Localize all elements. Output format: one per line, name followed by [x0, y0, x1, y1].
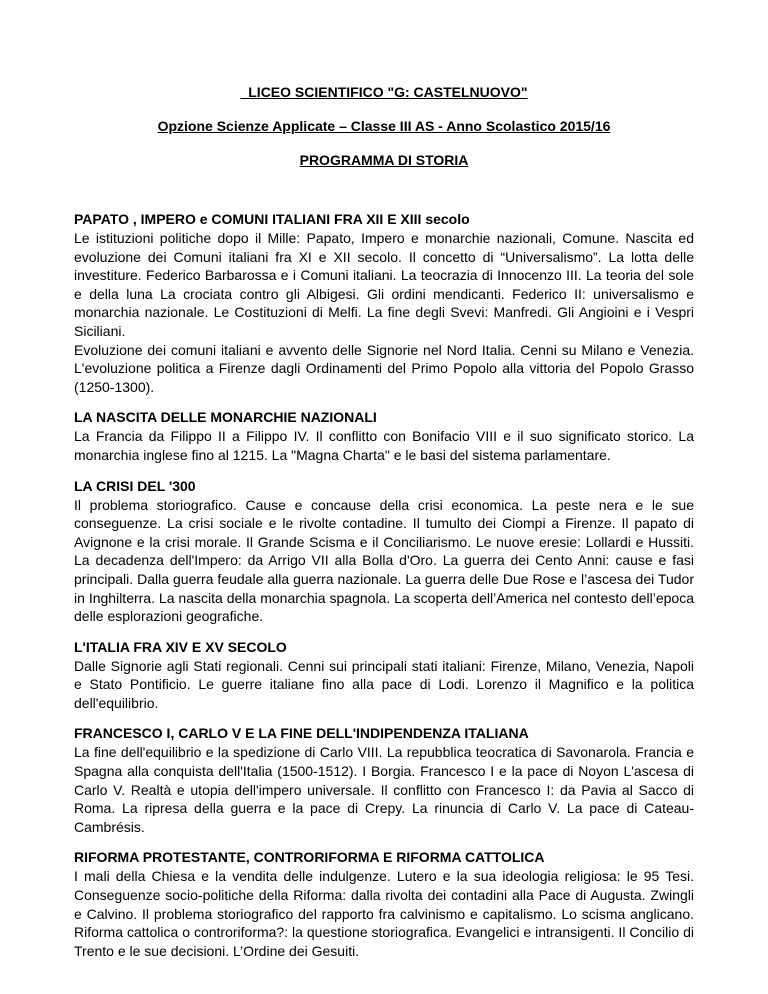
section-heading: LA NASCITA DELLE MONARCHIE NAZIONALI: [74, 409, 377, 426]
section-paragraph: Il problema storiografico. Cause e concause della crisi economica. La peste nera e le sue conseguenze. La crisi sociale e le rivolte contadine. Il tumulto dei Ciompi a Firenze. Il papato di Avignone e la crisi morale. Il Grande Scisma e il Conciliarismo. Le nuove eresie: Lollardi e Hussiti. La decadenza dell'Impero: da Arrigo VII alla Bolla d'Oro. La guerra dei Cento Anni: cause e fasi principali. Dalla guerra feudale alla guerra nazionale. La guerra delle Due Rose e l’ascesa dei Tudor in Inghilterra. La nascita della monarchia spagnola. La scoperta dell’America nel contesto dell’epoca delle esplorazioni geografiche.: [74, 496, 694, 625]
section-paragraph: Dalle Signorie agli Stati regionali. Cenni sui principali stati italiani: Firenze, Milano, Venezia, Napoli e Stato Pontificio. Le guerre italiane fino alla pace di Lodi. Lorenzo il Magnifico e la politica dell'equilibrio.: [74, 657, 694, 711]
section-riforma: [74, 848, 694, 960]
program-title: PROGRAMMA DI STORIA: [299, 152, 469, 168]
section-heading: PAPATO , IMPERO e COMUNI ITALIANI FRA XII E XIII secolo: [74, 211, 470, 227]
section-paragraph: Le istituzioni politiche dopo il Mille: Papato, Impero e monarchie nazionali, Comune. Nascita ed evoluzione dei Comuni italiani fra XI e XII secolo. Il concetto di “Universalismo”. La lotta delle investiture. Federico Barbarossa e i Comuni italiani. La teocrazia di Innocenzo III. La teoria del sole e della luna La crociata contro gli Albigesi. Gli ordini mendicanti. Federico II: universalismo e monarchia nazionale. Le Costituzioni di Melfi. La fine degli Svevi: Manfredi. Gli Angioini e i Vespri Siciliani.: [74, 230, 694, 339]
section-heading: L'ITALIA FRA XIV E XV SECOLO: [74, 638, 287, 655]
section-monarchie: [74, 408, 694, 464]
section-paragraph: La fine dell'equilibrio e la spedizione di Carlo VIII. La repubblica teocratica di Savonarola. Francia e Spagna alla conquista dell'Italia (1500-1512). I Borgia. Francesco I e la pace di Noyon L'ascesa di Carlo V. Realtà e utopia dell'impero universale. Il conflitto con Francesco I: da Pavia al Sacco di Roma. La ripresa della guerra e la pace di Crepy. La rinuncia di Carlo V. La pace di Cateau-Cambrésis.: [74, 744, 694, 835]
section-italia: [74, 638, 694, 713]
section-papato: [74, 210, 694, 396]
section-paragraph: I mali della Chiesa e la vendita delle indulgenze. Lutero e la sua ideologia religiosa: le 95 Tesi. Conseguenze socio-politiche della Riforma: dalla rivolta dei contadini alla Pace di Augusta. Zwingli e Calvino. Il problema storiografico del rapporto fra calvinismo e capitalismo. Lo scisma anglicano. Riforma cattolica o controriforma?: la questione storiografica. Evangelici e intransigenti. Il Concilio di Trento e le sue decisioni. L’Ordine dei Gesuiti.: [74, 868, 694, 959]
course-title: Opzione Scienze Applicate – Classe III AS - Anno Scolastico 2015/16: [157, 118, 611, 134]
section-paragraph: Evoluzione dei comuni italiani e avvento delle Signorie nel Nord Italia. Cenni su Milano e Venezia. L'evoluzione politica a Firenze dagli Ordinamenti del Primo Popolo alla vittoria del Popolo Grasso (1250-1300).: [74, 341, 694, 395]
section-crisi: [74, 477, 694, 626]
section-heading: RIFORMA PROTESTANTE, CONTRORIFORMA E RIFORMA CATTOLICA: [74, 849, 545, 866]
document-page: [74, 84, 694, 972]
section-heading: LA CRISI DEL '300: [74, 477, 196, 494]
section-heading: FRANCESCO I, CARLO V E LA FINE DELL'INDIPENDENZA ITALIANA: [74, 725, 529, 742]
section-francesco: [74, 724, 694, 836]
section-paragraph: La Francia da Filippo II a Filippo IV. Il conflitto con Bonifacio VIII e il suo significato storico. La monarchia inglese fino al 1215. La "Magna Charta" e le basi del sistema parlamentare.: [74, 428, 694, 463]
school-title: LICEO SCIENTIFICO "G: CASTELNUOVO": [240, 84, 528, 100]
